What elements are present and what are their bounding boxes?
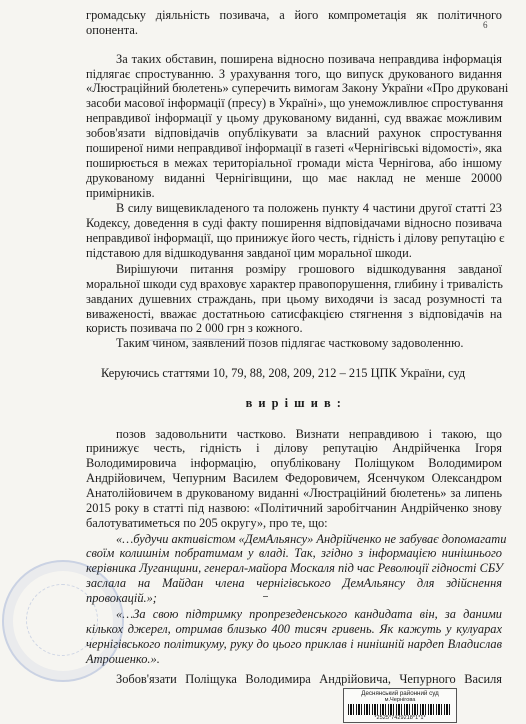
barcode-image (348, 704, 452, 715)
text-line: Володимировича інформацію, опубліковану Поліщуком Володимиром (86, 456, 502, 470)
text-line: завданих душевних страждань, при цьому виходячи із засад розумності та (86, 292, 502, 306)
text-line: позов задовольнити частково. Визнати неправдивою і такою, що (116, 427, 502, 441)
quote-line: своїм колишнім побратимам у владі. Так, згідно з інформацією нинішнього (86, 546, 502, 560)
text-line: моральної шкоди суд враховує характер правопорушення, глибину і тривалість (86, 277, 503, 291)
quote-line: «…За свою підтримку пропрезеденського кандидата він, за даними (116, 607, 502, 621)
court-seal-inner-ring (26, 584, 98, 656)
text-line: зобов'язати відповідачів опублікувати за власний рахунок спростування (86, 126, 502, 140)
small-dash-mark (263, 596, 268, 597)
text-line: користь позивача по 2 000 грн з кожного. (86, 321, 303, 335)
quote-line: чернігівського політикуму, руку до цього приклав і нинішній нардеп Владислав (86, 637, 502, 651)
text-line: балотуватиметься по 205 округу», про те, що: (86, 516, 328, 530)
quote-line: кількох джерел, отримав близько 400 тисяч гривень. Як кажуть у кулуарах (86, 622, 502, 636)
decided-heading: в и р і ш и в : (245, 396, 343, 410)
quote-line: керівника Луганщини, генерал-майора Москаля під час Революції гідності СБУ (86, 561, 503, 575)
court-barcode-label (343, 688, 457, 723)
page-number: 6 (483, 20, 488, 30)
text-line: 2015 року в статті під назвою: «Політичний заробітчанин Андрійченко знову (86, 501, 502, 515)
text-line: Керуючись статтями 10, 79, 88, 208, 209, 212 – 215 ЦПК України, суд (101, 366, 466, 380)
quote-line: провокацій.»; (86, 591, 157, 605)
quote-line: Атрошенко.». (86, 652, 160, 666)
text-line: неправдивої інформації у цьому друкованому виданні, суд вважає можливим (86, 111, 502, 125)
text-line: Вирішуючи питання розміру грошового відшкодування завданої (116, 262, 502, 276)
text-line: Таким чином, заявлений позов підлягає частковому задоволенню. (116, 336, 464, 350)
text-line: неправдивої інформації, що принижує його честь, гідність і ділову репутацію є (86, 231, 505, 245)
text-line: друкованому виданні Чернігівщини, що має наклад не менше 20000 (86, 171, 502, 185)
text-line: «Люстраційний бюлетень» суперечить вимогам Закону України «Про друковані (86, 81, 509, 95)
text-line: примірників. (86, 186, 155, 200)
text-line: В силу вищевикладеного та положень пункту 4 частини другої статті 23 (116, 201, 502, 215)
court-city: м.Чернігова (384, 697, 416, 703)
text-line: За таких обставин, поширена відносно позивача неправдива інформація (116, 52, 502, 66)
text-line: виваженості, вважає достатньою сатисфакцією стягнення з відповідачів на (86, 307, 502, 321)
text-line: Кодексу, доведення в суді факту поширення відповідачами відносно позивача (86, 216, 502, 230)
text-line: поширеної ними неправдивої інформації в газеті «Чернігівські відомості», яка (86, 141, 502, 155)
text-line: принижує честь, гідність і ділову репутацію Андрійченка Ігоря (86, 441, 502, 455)
text-line: громадську діяльність позивача, а його компрометація як політичного (86, 8, 502, 22)
court-seal-stamp (2, 560, 124, 682)
text-line: Зобов'язати Поліщука Володимира Андрійовича, Чепурного Василя (116, 672, 502, 686)
text-line: підлягає спростуванню. З урахування того, що випуск друкованого видання (86, 67, 502, 81)
quote-line: заслала на Майдан члена чернігівського ДемАльянсу для здійснення (86, 576, 502, 590)
text-line: поширюється в межах територіальної громади міста Чернігова, або іншому (86, 156, 502, 170)
text-line: опонента. (86, 23, 138, 37)
text-line: Анатолійовичем в друкованому виданні «Люстраційний бюлетень» за липень (86, 486, 502, 500)
text-line: підставою для відшкодування завданої цим моральної шкоди. (86, 246, 412, 260)
text-line: Андрійовичем, Чепурним Василем Федоровичем, Ясенчуком Олександром (86, 471, 502, 485)
quote-line: «…будучи активістом «ДемАльянсу» Андрійченко не забуває допомагати (116, 532, 507, 546)
text-line: засоби масової інформації (пресу) в Україні», що унеможливлює спростування (86, 96, 504, 110)
barcode-number: *2525*7429218*1*1* (374, 715, 426, 721)
court-name: Деснянський районний суд (361, 690, 439, 697)
